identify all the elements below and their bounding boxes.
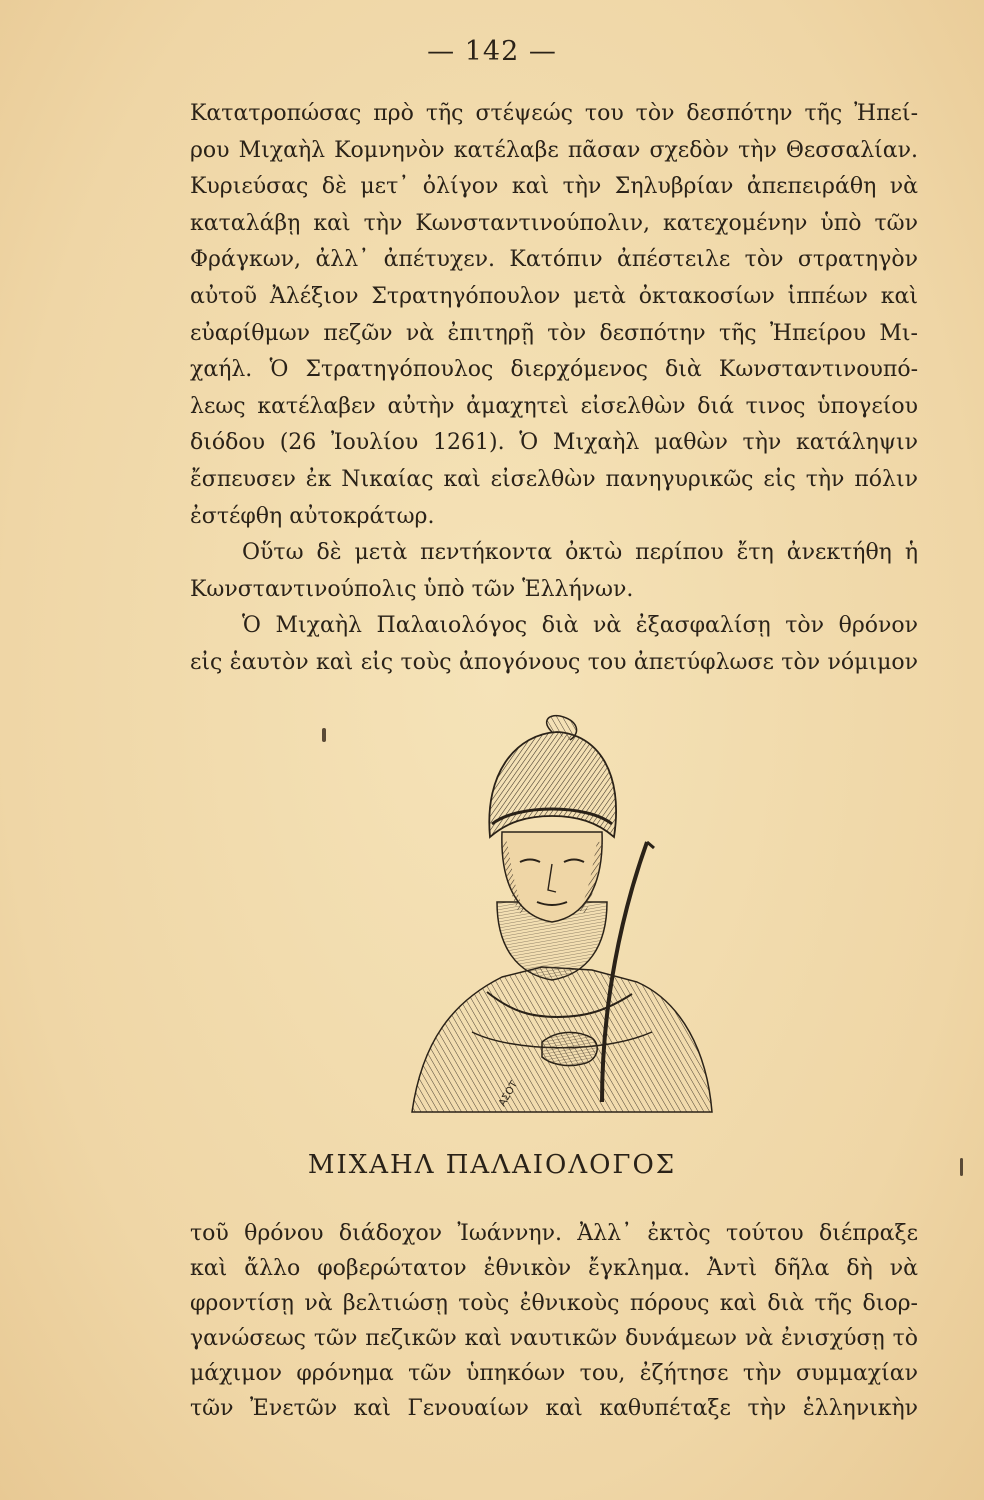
text-line: φροντίσῃ νὰ βελτιώσῃ τοὺς ἐθνικοὺς πόρους καὶ διὰ τῆς διορ- [190,1291,918,1316]
text-line: αὐτοῦ Ἀλέξιον Στρατηγόπουλον μετὰ ὀκτακοσίων ἱππέων καὶ [190,283,918,309]
text-line: διόδου (26 Ἰουλίου 1261). Ὁ Μιχαὴλ μαθὼν τὴν κατάληψιν [190,430,918,456]
text-line: γανώσεως τῶν πεζικῶν καὶ ναυτικῶν δυνάμεων νὰ ἐνισχύσῃ τὸ [190,1326,918,1351]
text-line: ρου Μιχαὴλ Κομνηνὸν κατέλαβε πᾶσαν σχεδὸν τὴν Θεσσαλίαν. [190,137,918,163]
text-line: Κωνσταντινούπολις ὑπὸ τῶν Ἑλλήνων. [190,576,634,602]
text-block-top [190,96,918,682]
stray-ink-mark [322,728,326,742]
text-line: ἐστέφθη αὐτοκράτωρ. [190,503,435,529]
text-line: καὶ ἄλλο φοβερώτατον ἐθνικὸν ἔγκλημα. Ἀντὶ δῆλα δὴ νὰ [190,1256,918,1281]
engraving-signature: ΑΣΟΤ [497,1079,521,1109]
portrait-caption: ΜΙΧΑΗΛ ΠΑΛΑΙΟΛΟΓΟΣ [307,1150,677,1180]
text-line: Κατατροπώσας πρὸ τῆς στέψεώς του τὸν δεσπότην τῆς Ἠπεί- [190,101,918,126]
text-line: Κυριεύσας δὲ μετ᾽ ὀλίγον καὶ τὴν Σηλυβρίαν ἀπεπειράθη νὰ [190,174,918,200]
stray-ink-mark [960,1158,963,1176]
text-line: μάχιμον φρόνημα τῶν ὑπηκόων του, ἐζήτησε τὴν συμμαχίαν [190,1361,918,1386]
text-line: τῶν Ἐνετῶν καὶ Γενουαίων καὶ καθυπέταξε τὴν ἑλληνικὴν [190,1396,918,1421]
text-line: Φράγκων, ἀλλ᾽ ἀπέτυχεν. Κατόπιν ἀπέστειλε τὸν στρατηγὸν [190,247,918,273]
text-block-bottom [190,1216,918,1426]
page-number: — 142 — [427,36,557,67]
text-line: εὐαρίθμων πεζῶν νὰ ἐπιτηρῇ τὸν δεσπότην τῆς Ἠπείρου Μι- [190,320,918,346]
text-line: λεως κατέλαβεν αὐτὴν ἀμαχητεὶ εἰσελθὼν διά τινος ὑπογείου [190,393,918,419]
text-line: χαήλ. Ὁ Στρατηγόπουλος διερχόμενος διὰ Κωνσταντινουπό- [190,357,918,383]
text-line: Ὁ Μιχαὴλ Παλαιολόγος διὰ νὰ ἐξασφαλίσῃ τὸν θρόνον [242,613,918,639]
text-line: εἰς ἑαυτὸν καὶ εἰς τοὺς ἀπογόνους του ἀπετύφλωσε τὸν νόμιμον [190,649,918,675]
text-line: ἔσπευσεν ἐκ Νικαίας καὶ εἰσελθὼν πανηγυρικῶς εἰς τὴν πόλιν [190,466,918,492]
text-line: Οὕτω δὲ μετὰ πεντήκοντα ὀκτὼ περίπου ἔτη ἀνεκτήθη ἡ [242,540,918,566]
portrait-engraving [392,712,722,1132]
text-line: καταλάβῃ καὶ τὴν Κωνσταντινούπολιν, κατεχομένην ὑπὸ τῶν [190,210,918,236]
text-line: τοῦ θρόνου διάδοχον Ἰωάννην. Ἀλλ᾽ ἐκτὸς τούτου διέπραξε [190,1221,918,1246]
